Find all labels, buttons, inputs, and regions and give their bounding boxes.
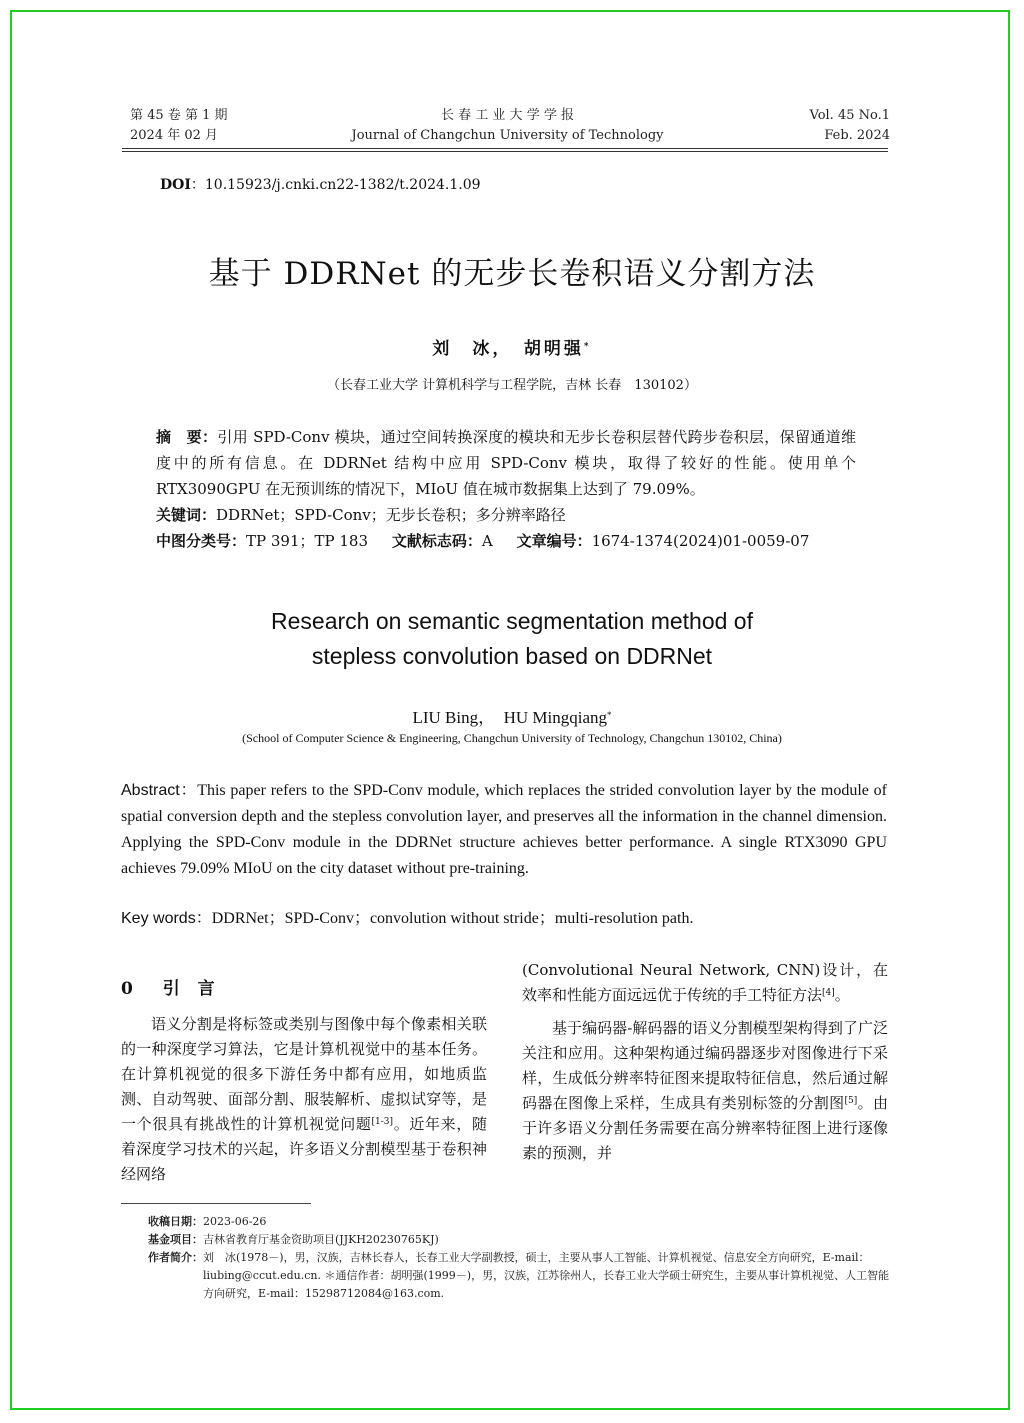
received-label: 收稿日期：	[148, 1215, 203, 1228]
paragraph-text: 。由于许多语义分割任务需要在高分辨率特征图上进行逐像素的预测，并	[522, 1094, 888, 1162]
journal-name-en: Journal of Changchun University of Technology	[351, 128, 664, 143]
article-number-value: 1674-1374(2024)01-0059-07	[591, 532, 810, 550]
abstract-cn	[156, 424, 856, 502]
citation-ref[interactable]: [5]	[844, 1096, 858, 1106]
paragraph-text: 基于编码器-解码器的语义分割模型架构得到了广泛关注和应用。这种架构通过编码器逐步对图像进行下采样，生成低分辨率特征图来提取特征信息，然后通过解码器在图像上采样，生成具有类别标签的分割图	[522, 1019, 888, 1112]
doc-code-value: A	[481, 532, 493, 550]
header-journal	[330, 106, 685, 146]
authors-en-text: LIU Bing， HU Mingqiang	[412, 708, 608, 727]
body-column-right	[522, 958, 888, 1166]
affiliation-en: (School of Computer Science & Engineering, Changchun University of Technology, Changchun 130102, China)	[242, 731, 782, 745]
keywords-en	[121, 906, 887, 932]
title-en-line1: Research on semantic segmentation method of	[271, 608, 753, 634]
fund-value: 吉林省教育厅基金资助项目(JJKH20230765KJ)	[203, 1233, 439, 1246]
footnote-rule	[121, 1203, 311, 1204]
doc-code-label: 文献标志码：	[391, 532, 482, 550]
abstract-cn-label: 摘 要：	[156, 428, 218, 446]
footnote-author	[148, 1249, 893, 1303]
paragraph	[121, 1012, 487, 1187]
authors-cn	[100, 334, 924, 359]
title-en-line2: stepless convolution based on DDRNet	[311, 643, 713, 669]
paragraph-text: 。	[834, 986, 850, 1004]
date-cn: 2024 年 02 月	[130, 128, 219, 143]
doi-value[interactable]: ：10.15923/j.cnki.cn22-1382/t.2024.1.09	[190, 177, 481, 193]
keywords-en-label: Key words	[121, 910, 196, 927]
doi-label: DOI	[160, 177, 191, 193]
author-bio-label: 作者简介：	[148, 1251, 203, 1264]
classification-cn	[156, 528, 876, 554]
paragraph-text: 。近年来，随着深度学习技术的兴起，许多语义分割模型基于卷积神经网络	[121, 1115, 487, 1183]
section-number: 0	[121, 979, 139, 999]
received-value: 2023-06-26	[203, 1215, 267, 1228]
body-column-left	[121, 1012, 487, 1187]
keywords-en-text: ：DDRNet；SPD-Conv；convolution without stride；multi-resolution path.	[195, 910, 694, 927]
paper-title-cn: 基于 DDRNet 的无步长卷积语义分割方法	[208, 256, 816, 292]
paragraph-text: 语义分割是将标签或类别与图像中每个像素相关联的一种深度学习算法，它是计算机视觉中的基本任务。在计算机视觉的很多下游任务中都有应用，如地质监测、自动驾驶、面部分割、服装解析、虚拟试穿等，是一个很具有挑战性的计算机视觉问题	[121, 1015, 487, 1133]
corresponding-mark-en: *	[607, 710, 612, 720]
affiliation-cn: （长春工业大学 计算机科学与工程学院，吉林 长春 130102）	[327, 378, 697, 393]
footnotes	[148, 1213, 893, 1303]
article-number-label: 文章编号：	[516, 532, 592, 550]
paper-title-en	[100, 604, 924, 674]
authors-cn-text: 刘 冰， 胡明强	[432, 339, 584, 359]
citation-ref[interactable]: [4]	[822, 988, 835, 998]
abstract-en-text: ：This paper refers to the SPD-Conv module, which replaces the strided convolution layer by the module of spatial conversion depth and the stepless convolution layer, and preserves all the information in the channel dimension. Applying the SPD-Conv module in the DDRNet structure achieves better performance. A single RTX3090 GPU achieves 79.09% MIoU on the city dataset without pre-training.	[121, 782, 887, 877]
journal-name-cn: 长 春 工 业 大 学 学 报	[441, 108, 574, 123]
citation-ref[interactable]: [1-3]	[371, 1117, 394, 1127]
abstract-cn-text: 引用 SPD-Conv 模块，通过空间转换深度的模块和无步长卷积层替代跨步卷积层，保留通道维度中的所有信息。在 DDRNet 结构中应用 SPD-Conv 模块，取得了较好的性能。使用单个 RTX3090GPU 在无预训练的情况下，MIoU 值在城市数据集上达到了 79.09%。	[156, 428, 856, 498]
section-heading-intro	[121, 974, 221, 999]
clc-label: 中图分类号：	[156, 532, 247, 550]
authors-en	[100, 703, 924, 728]
header-volume-cn	[130, 106, 330, 146]
paragraph	[522, 1016, 888, 1166]
header-volume-en	[740, 106, 890, 146]
abstract-en	[121, 778, 887, 882]
date-en: Feb. 2024	[824, 128, 890, 143]
paragraph	[522, 958, 888, 1008]
doi-line	[160, 174, 481, 194]
section-title: 引 言	[162, 979, 221, 999]
author-bio-value: 刘 冰(1978－)，男，汉族，吉林长春人，长春工业大学副教授，硕士，主要从事人工智能、计算机视觉、信息安全方向研究，E-mail：liubing@ccut.edu.cn. ＊通信作者：胡明强(1999－)，男，汉族，江苏徐州人，长春工业大学硕士研究生，主要从事计算机视觉、人工智能方向研究，E-mail：15298712084@163.com.	[203, 1251, 890, 1300]
volume-en: Vol. 45 No.1	[809, 108, 890, 123]
volume-cn: 第 45 卷 第 1 期	[130, 108, 228, 123]
footnote-fund	[148, 1231, 893, 1249]
paragraph-text: (Convolutional Neural Network, CNN)设计，在效率和性能方面远远优于传统的手工特征方法	[522, 961, 888, 1004]
clc-value: TP 391；TP 183	[246, 532, 369, 550]
footnote-received	[148, 1213, 893, 1231]
corresponding-mark: *	[583, 342, 592, 352]
keywords-cn-label: 关键词：	[156, 506, 217, 524]
keywords-cn-text: DDRNet；SPD-Conv；无步长卷积；多分辨率路径	[216, 506, 566, 524]
header-rule	[122, 148, 888, 149]
keywords-cn	[156, 502, 856, 528]
fund-label: 基金项目：	[148, 1233, 203, 1246]
header-rule-double	[122, 151, 888, 152]
abstract-en-label: Abstract	[121, 782, 180, 799]
